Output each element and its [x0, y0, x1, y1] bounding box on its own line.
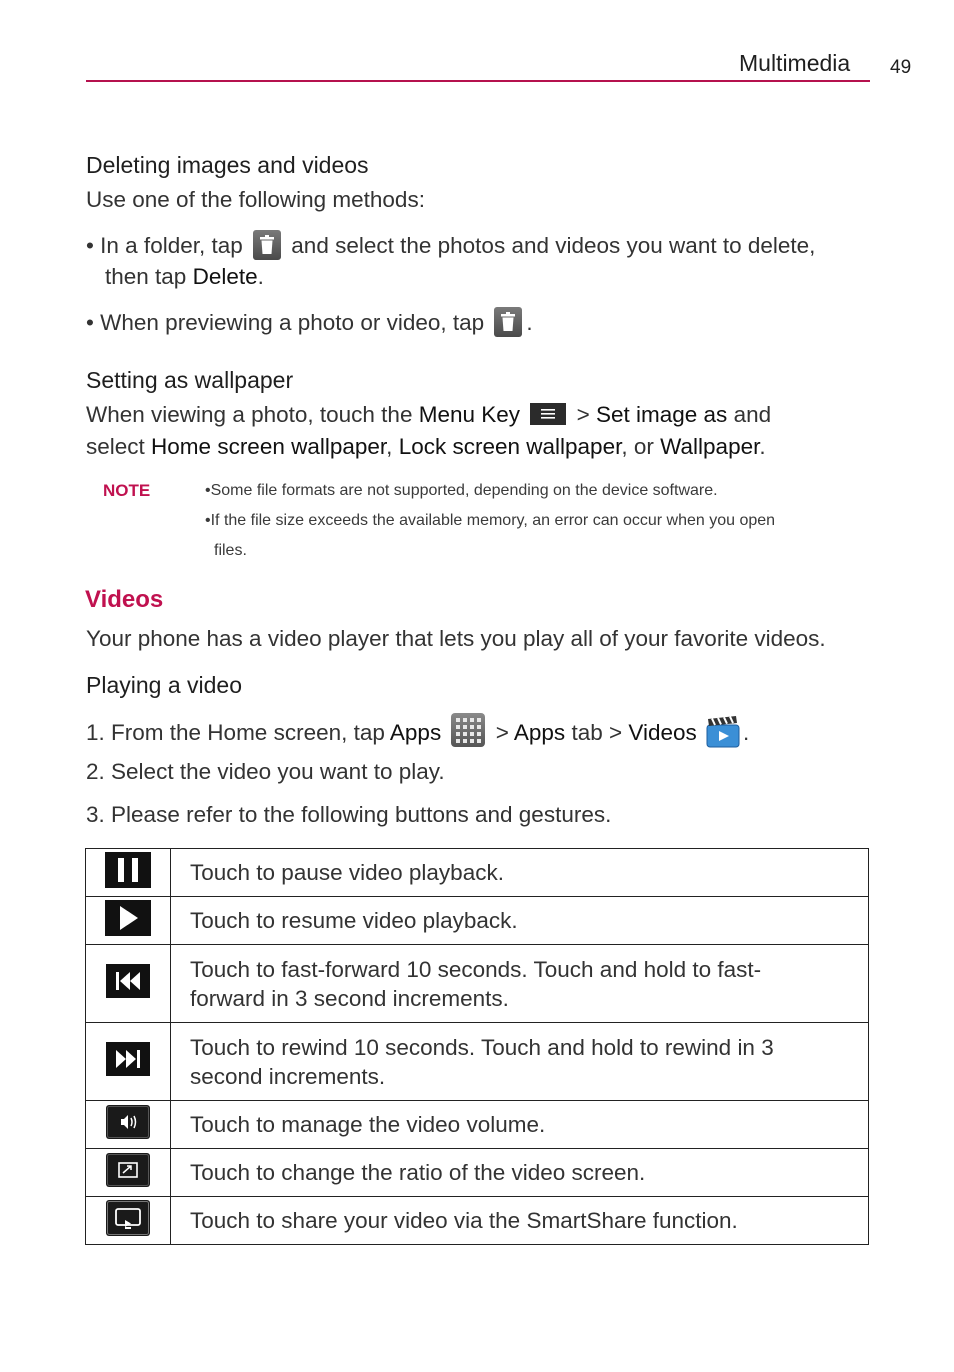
bullet: •	[86, 232, 94, 258]
pause-icon	[105, 852, 151, 893]
videos-intro: Your phone has a video player that lets you play all of your favorite videos.	[86, 626, 826, 651]
videos-app-icon	[705, 715, 741, 749]
playing-heading: Playing a video	[86, 672, 242, 698]
trash-icon	[253, 230, 281, 260]
step-1: 1. From the Home screen, tap Apps > Apps tab > Videos .	[86, 717, 749, 751]
table-row	[86, 897, 869, 945]
section-title: Multimedia	[739, 50, 851, 76]
wallpaper-heading: Setting as wallpaper	[86, 367, 294, 393]
table-cell-text: Touch to rewind 10 seconds. Touch and hold to rewind in 3 second increments.	[171, 1023, 869, 1101]
volume-icon	[106, 1105, 150, 1144]
note-item-2-cont: files.	[214, 542, 247, 559]
bullet: •	[86, 309, 94, 335]
deleting-heading: Deleting images and videos	[86, 152, 369, 178]
table-cell-text: Touch to share your video via the SmartShare function.	[171, 1197, 869, 1245]
deleting-bullet-2: • When previewing a photo or video, tap .	[86, 309, 533, 339]
deleting-bullet-1: • In a folder, tap and select the photos and videos you want to delete,	[86, 232, 815, 262]
header-rule	[86, 80, 870, 82]
rewind-icon	[106, 964, 150, 1003]
video-controls-table	[85, 848, 869, 1245]
deleting-bullet-1-cont: then tap Delete.	[105, 264, 264, 289]
table-row	[86, 849, 869, 897]
play-icon	[105, 900, 151, 941]
screen-ratio-icon	[106, 1153, 150, 1192]
table-cell-text: Touch to change the ratio of the video screen.	[171, 1149, 869, 1197]
table-cell-text: Touch to resume video playback.	[171, 897, 869, 945]
table-row	[86, 1101, 869, 1149]
note-item-2: •If the file size exceeds the available memory, an error can occur when you open	[205, 512, 776, 529]
apps-grid-icon	[451, 713, 485, 747]
table-cell-text: Touch to manage the video volume.	[171, 1101, 869, 1149]
table-cell-text: Touch to fast-forward 10 seconds. Touch and hold to fast- forward in 3 second increments.	[171, 945, 869, 1023]
table-row	[86, 1149, 869, 1197]
note-label: NOTE	[103, 481, 151, 500]
table-row	[86, 945, 869, 1023]
wallpaper-line-2: select Home screen wallpaper, Lock screen wallpaper, or Wallpaper.	[86, 434, 766, 459]
table-row	[86, 1197, 869, 1245]
table-row	[86, 1023, 869, 1101]
videos-heading: Videos	[85, 586, 164, 613]
delete-label: Delete	[192, 264, 258, 289]
fast-forward-icon	[106, 1042, 150, 1081]
menu-key-icon	[530, 403, 566, 425]
trash-icon	[494, 307, 522, 337]
note-item-1: •Some file formats are not supported, depending on the device software.	[205, 482, 718, 499]
wallpaper-line-1: When viewing a photo, touch the Menu Key > Set image as and	[86, 402, 772, 427]
page-number: 49	[890, 57, 912, 78]
deleting-intro: Use one of the following methods:	[86, 187, 425, 212]
step-3: 3. Please refer to the following buttons and gestures.	[86, 802, 612, 827]
table-cell-text: Touch to pause video playback.	[171, 849, 869, 897]
smartshare-icon	[106, 1200, 150, 1241]
step-2: 2. Select the video you want to play.	[86, 759, 445, 784]
